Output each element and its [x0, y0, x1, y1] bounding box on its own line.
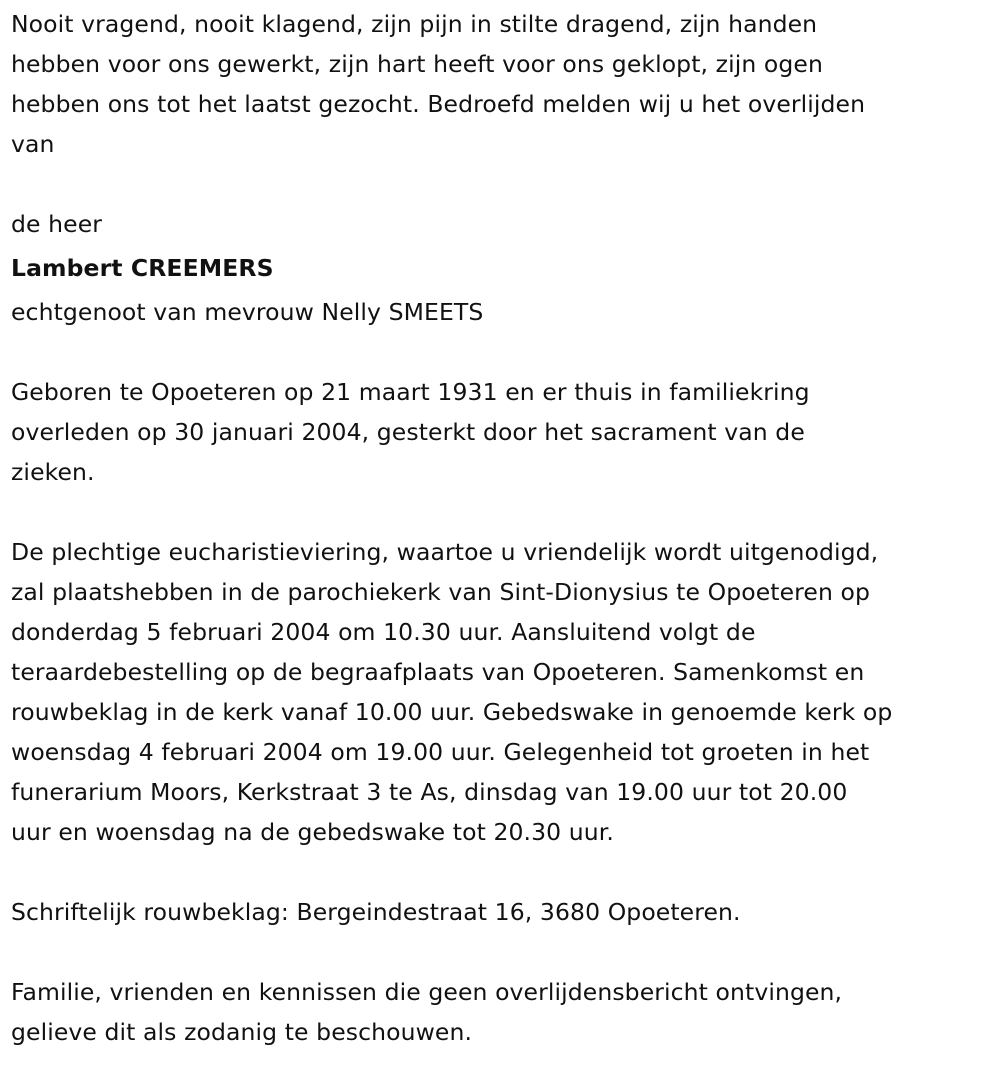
deceased-name: Lambert CREEMERS	[11, 254, 274, 282]
intro-line: van	[11, 130, 55, 158]
obituary-document	[11, 4, 996, 1052]
ceremony-line: donderdag 5 februari 2004 om 10.30 uur. Aansluitend volgt de	[11, 618, 756, 646]
ceremony-paragraph	[11, 532, 996, 852]
ceremony-line: funerarium Moors, Kerkstraat 3 te As, dinsdag van 19.00 uur tot 20.00	[11, 778, 848, 806]
intro-line: hebben voor ons gewerkt, zijn hart heeft voor ons geklopt, zijn ogen	[11, 50, 823, 78]
intro-line: hebben ons tot het laatst gezocht. Bedroefd melden wij u het overlijden	[11, 90, 866, 118]
ceremony-line: teraardebestelling op de begraafplaats van Opoeteren. Samenkomst en	[11, 658, 865, 686]
deceased-spouse: echtgenoot van mevrouw Nelly SMEETS	[11, 298, 484, 326]
ceremony-line: uur en woensdag na de gebedswake tot 20.30 uur.	[11, 818, 614, 846]
spacer	[11, 852, 996, 892]
closing-line: gelieve dit als zodanig te beschouwen.	[11, 1018, 473, 1046]
spacer	[11, 332, 996, 372]
intro-line: Nooit vragend, nooit klagend, zijn pijn in stilte dragend, zijn handen	[11, 10, 818, 38]
ceremony-line: De plechtige eucharistieviering, waartoe u vriendelijk wordt uitgenodigd,	[11, 538, 879, 566]
ceremony-line: woensdag 4 februari 2004 om 19.00 uur. Gelegenheid tot groeten in het	[11, 738, 870, 766]
closing-paragraph	[11, 972, 996, 1052]
birth-death-line: overleden op 30 januari 2004, gesterkt door het sacrament van de	[11, 418, 805, 446]
birth-death-paragraph	[11, 372, 996, 492]
ceremony-line: rouwbeklag in de kerk vanaf 10.00 uur. Gebedswake in genoemde kerk op	[11, 698, 893, 726]
deceased-block	[11, 204, 996, 332]
spacer	[11, 932, 996, 972]
spacer	[11, 492, 996, 532]
condolence-line: Schriftelijk rouwbeklag: Bergeindestraat 16, 3680 Opoeteren.	[11, 898, 741, 926]
birth-death-line: Geboren te Opoeteren op 21 maart 1931 en er thuis in familiekring	[11, 378, 810, 406]
deceased-title: de heer	[11, 210, 103, 238]
intro-paragraph	[11, 4, 996, 164]
ceremony-line: zal plaatshebben in de parochiekerk van Sint-Dionysius te Opoeteren op	[11, 578, 871, 606]
closing-line: Familie, vrienden en kennissen die geen overlijdensbericht ontvingen,	[11, 978, 843, 1006]
birth-death-line: zieken.	[11, 458, 95, 486]
condolence-paragraph	[11, 892, 996, 932]
spacer	[11, 164, 996, 204]
